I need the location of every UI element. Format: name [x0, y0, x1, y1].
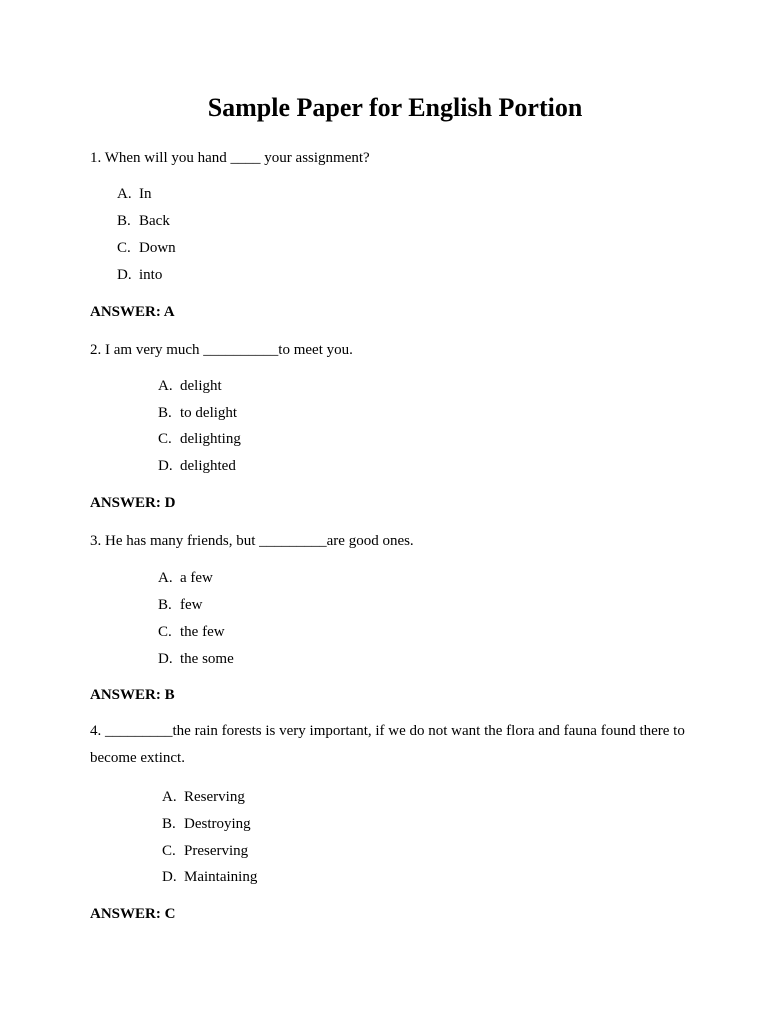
question-4-option-d: D. Maintaining	[162, 869, 258, 885]
question-3-option-b: B. few	[158, 597, 203, 613]
question-1-option-a: A. In	[117, 186, 152, 202]
question-1-option-d: D. into	[117, 267, 163, 283]
question-1-option-c: C. Down	[117, 240, 176, 256]
question-1-answer: ANSWER: A	[90, 304, 175, 320]
question-2-answer: ANSWER: D	[90, 495, 176, 511]
question-4-text: 4. _________the rain forests is very important, if we do not want the flora and fauna found there to become extinct.	[90, 723, 685, 766]
question-4-answer: ANSWER: C	[90, 906, 176, 922]
question-3-option-a: A. a few	[158, 570, 213, 586]
question-4-option-c: C. Preserving	[162, 843, 249, 859]
question-4-option-a: A. Reserving	[162, 789, 245, 805]
question-3-answer: ANSWER: B	[90, 687, 175, 703]
question-1-option-b: B. Back	[117, 213, 170, 229]
question-1-text: 1. When will you hand ____ your assignment?	[90, 150, 370, 166]
question-4-option-b: B. Destroying	[162, 816, 251, 832]
question-2-option-a: A. delight	[158, 378, 222, 394]
page-title: Sample Paper for English Portion	[207, 93, 583, 122]
question-3-option-d: D. the some	[158, 651, 234, 667]
question-3-option-c: C. the few	[158, 624, 225, 640]
question-2-option-b: B. to delight	[158, 405, 238, 421]
question-2-option-c: C. delighting	[158, 431, 241, 447]
question-2-option-d: D. delighted	[158, 458, 236, 474]
question-2-text: 2. I am very much __________to meet you.	[90, 342, 353, 358]
question-3-text: 3. He has many friends, but _________are good ones.	[90, 533, 414, 549]
